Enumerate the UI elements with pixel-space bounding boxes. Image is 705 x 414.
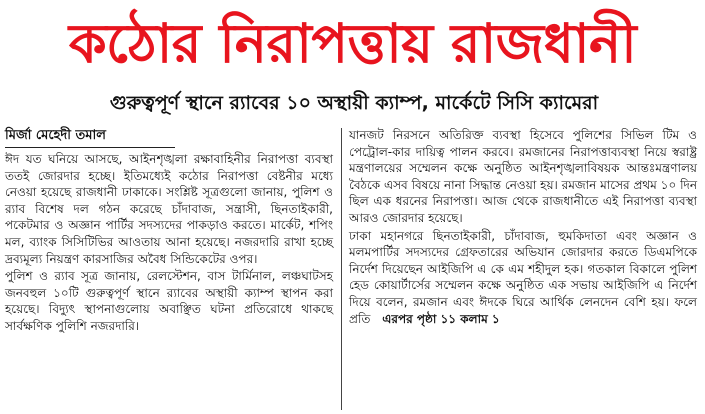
paragraph: ঢাকা মহানগরে ছিনতাইকারী, চাঁদাবাজ, হুমকিদাতা এবং অজ্ঞান ও মলমপার্টির সদস্যদের গ্রেফতারের অভিযান জোরদার করতে ডিএমপিকে নির্দেশ দিয়েছেন আইজিপি এ কে এম শহীদুল হক। গতকাল বিকালে পুলিশ হেড কোয়ার্টার্সের সম্মেলন কক্ষে অনুষ্ঠিত এক সভায় আইজিপি এ নির্দেশ দিয়ে বলেন, রমজান এবং ঈদকে ঘিরে আর্থিক লেনদেন বেশি হয়। ফলে প্রতি: [349, 228, 697, 326]
paragraph: ঈদ যত ঘনিয়ে আসছে, আইনশৃঙ্খলা রক্ষাবাহিনীর নিরাপত্তা ব্যবস্থা ততই জোরদার হচ্ছে। ইতিমধ্যেই কঠোর নিরাপত্তা বেষ্টনীর মধ্যে নেওয়া হয়েছে রাজধানী ঢাকাকে। সংশ্লিষ্ট সূত্রগুলো জানায়, পুলিশ ও র‍্যাব বিশেষ দল গঠন করেছে চাঁদাবাজ, সন্ত্রাসী, ছিনতাইকারী, পকেটমার ও অজ্ঞান পার্টির সদস্যদের পাকড়াও করতে। মার্কেট, শপিং মল, ব্যাংক সিসিটিভির আওতায় আনা হয়েছে। নজরদারি রাখা হচ্ছে দ্রব্যমূল্য নিয়ন্ত্রণ কারসাজির অবৈধ সিন্ডিকেটের ওপর।: [5, 152, 333, 266]
paragraph-with-continuation: [349, 228, 697, 328]
subheadline: গুরুত্বপূর্ণ স্থানে র‍্যাবের ১০ অস্থায়ী ক্যাম্প, মার্কেটে সিসি ক্যামেরা: [109, 92, 599, 114]
paragraph: পুলিশ ও র‍্যাব সূত্র জানায়, রেলস্টেশন, বাস টার্মিনাল, লঞ্চঘাটসহ জনবহুল ১০টি গুরুত্বপূর্ণ স্থানে র‍্যাবের অস্থায়ী ক্যাম্প স্থাপন করা হয়েছে। বিদ্যুৎ স্থাপনাগুলোয় অবাঞ্ছিত ঘটনা প্রতিরোধে থাকছে সার্বক্ষণিক পুলিশি নজরদারি।: [5, 269, 333, 333]
headline: কঠোর নিরাপত্তায় রাজধানী: [68, 12, 637, 75]
article-column-left: [5, 127, 333, 336]
byline: মির্জা মেহেদী তমাল: [5, 127, 175, 148]
continued-on-page-note: এরপর পৃষ্ঠা ১১ কলাম ১: [382, 311, 500, 326]
article-column-right: [349, 127, 697, 327]
column-divider: [341, 128, 342, 410]
paragraph: যানজট নিরসনে অতিরিক্ত ব্যবস্থা হিসেবে পুলিশের সিভিল টিম ও পেট্রোল-কার দায়িত্ব পালন করবে। রমজানের নিরাপত্তাব্যবস্থা নিয়ে স্বরাষ্ট্র মন্ত্রণালয়ের সম্মেলন কক্ষে অনুষ্ঠিত আইনশৃঙ্খলাবিষয়ক আন্তঃমন্ত্রণালয় বৈঠকে এসব বিষয়ে নানা সিদ্ধান্ত নেওয়া হয়। রমজান মাসের প্রথম ১০ দিন ছিল এক ধরনের নিরাপত্তা। আজ থেকে রাজধানীতে এই নিরাপত্তা ব্যবস্থা আরও জোরদার হয়েছে।: [349, 128, 697, 225]
